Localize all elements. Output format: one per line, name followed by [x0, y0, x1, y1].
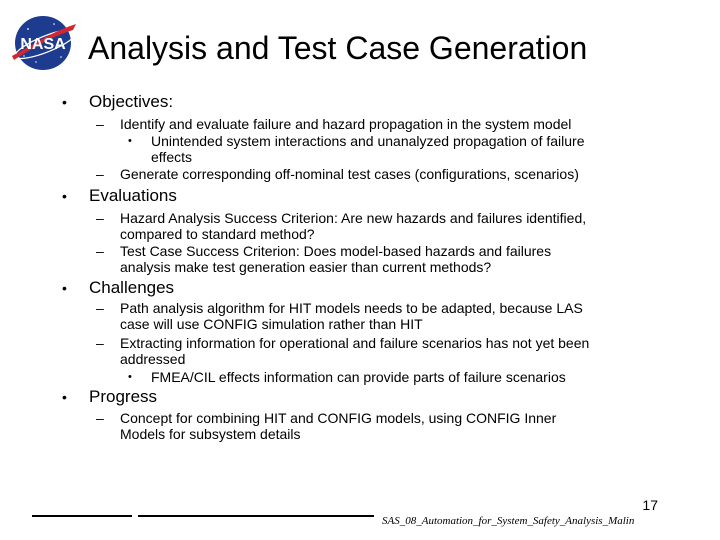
section-heading-text: Progress	[89, 387, 158, 406]
dash-marker: –	[96, 116, 104, 132]
slide-title: Analysis and Test Case Generation	[88, 30, 588, 66]
dash-marker: –	[96, 300, 104, 316]
sub-list-item	[128, 133, 668, 165]
dash-marker: –	[96, 166, 104, 182]
dash-marker: –	[96, 243, 104, 259]
list-item-text: Generate corresponding off-nominal test cases (configurations, scenarios)	[120, 166, 579, 182]
sub-list-item-text: FMEA/CIL effects information can provide parts of failure scenarios	[151, 369, 566, 385]
list-item	[96, 300, 676, 332]
list-item-text: Path analysis algorithm for HIT models needs to be adapted, because LAS case will use CONFIG simulation rather than HIT	[120, 300, 583, 332]
footer-rule	[32, 515, 132, 517]
list-item	[96, 166, 676, 182]
list-item-text: Hazard Analysis Success Criterion: Are new hazards and failures identified, compared to standard method?	[120, 210, 587, 242]
bullet-marker: •	[62, 94, 67, 110]
section-heading-text: Evaluations	[89, 186, 177, 205]
page-number: 17	[642, 497, 658, 513]
list-item	[96, 116, 676, 132]
list-item	[96, 210, 676, 242]
dash-marker: –	[96, 410, 104, 426]
bullet-marker: •	[62, 188, 67, 204]
list-item	[96, 410, 676, 442]
list-item-text: Extracting information for operational and failure scenarios has not yet been addressed	[120, 335, 590, 367]
sub-list-item-text: Unintended system interactions and unanalyzed propagation of failure effects	[151, 133, 585, 165]
list-item	[96, 243, 676, 275]
bullet-marker: •	[62, 389, 67, 405]
list-item	[96, 335, 676, 367]
list-item-text: Test Case Success Criterion: Does model-based hazards and failures analysis make test generation easier than current methods?	[120, 243, 552, 275]
footer-rule	[138, 515, 374, 517]
footer-text: SAS_08_Automation_for_System_Safety_Analysis_Malin	[382, 515, 635, 527]
sub-list-item	[128, 369, 668, 385]
nasa-logo-text: NASA	[20, 36, 66, 53]
section-heading-text: Objectives:	[89, 92, 174, 111]
dash-marker: –	[96, 335, 104, 351]
list-item-text: Concept for combining HIT and CONFIG models, using CONFIG Inner Models for subsystem details	[120, 410, 557, 442]
dash-marker: –	[96, 210, 104, 226]
section-heading-text: Challenges	[89, 278, 175, 297]
dot-marker: •	[128, 371, 132, 383]
dot-marker: •	[128, 135, 132, 147]
bullet-marker: •	[62, 280, 67, 296]
list-item-text: Identify and evaluate failure and hazard propagation in the system model	[120, 116, 572, 132]
